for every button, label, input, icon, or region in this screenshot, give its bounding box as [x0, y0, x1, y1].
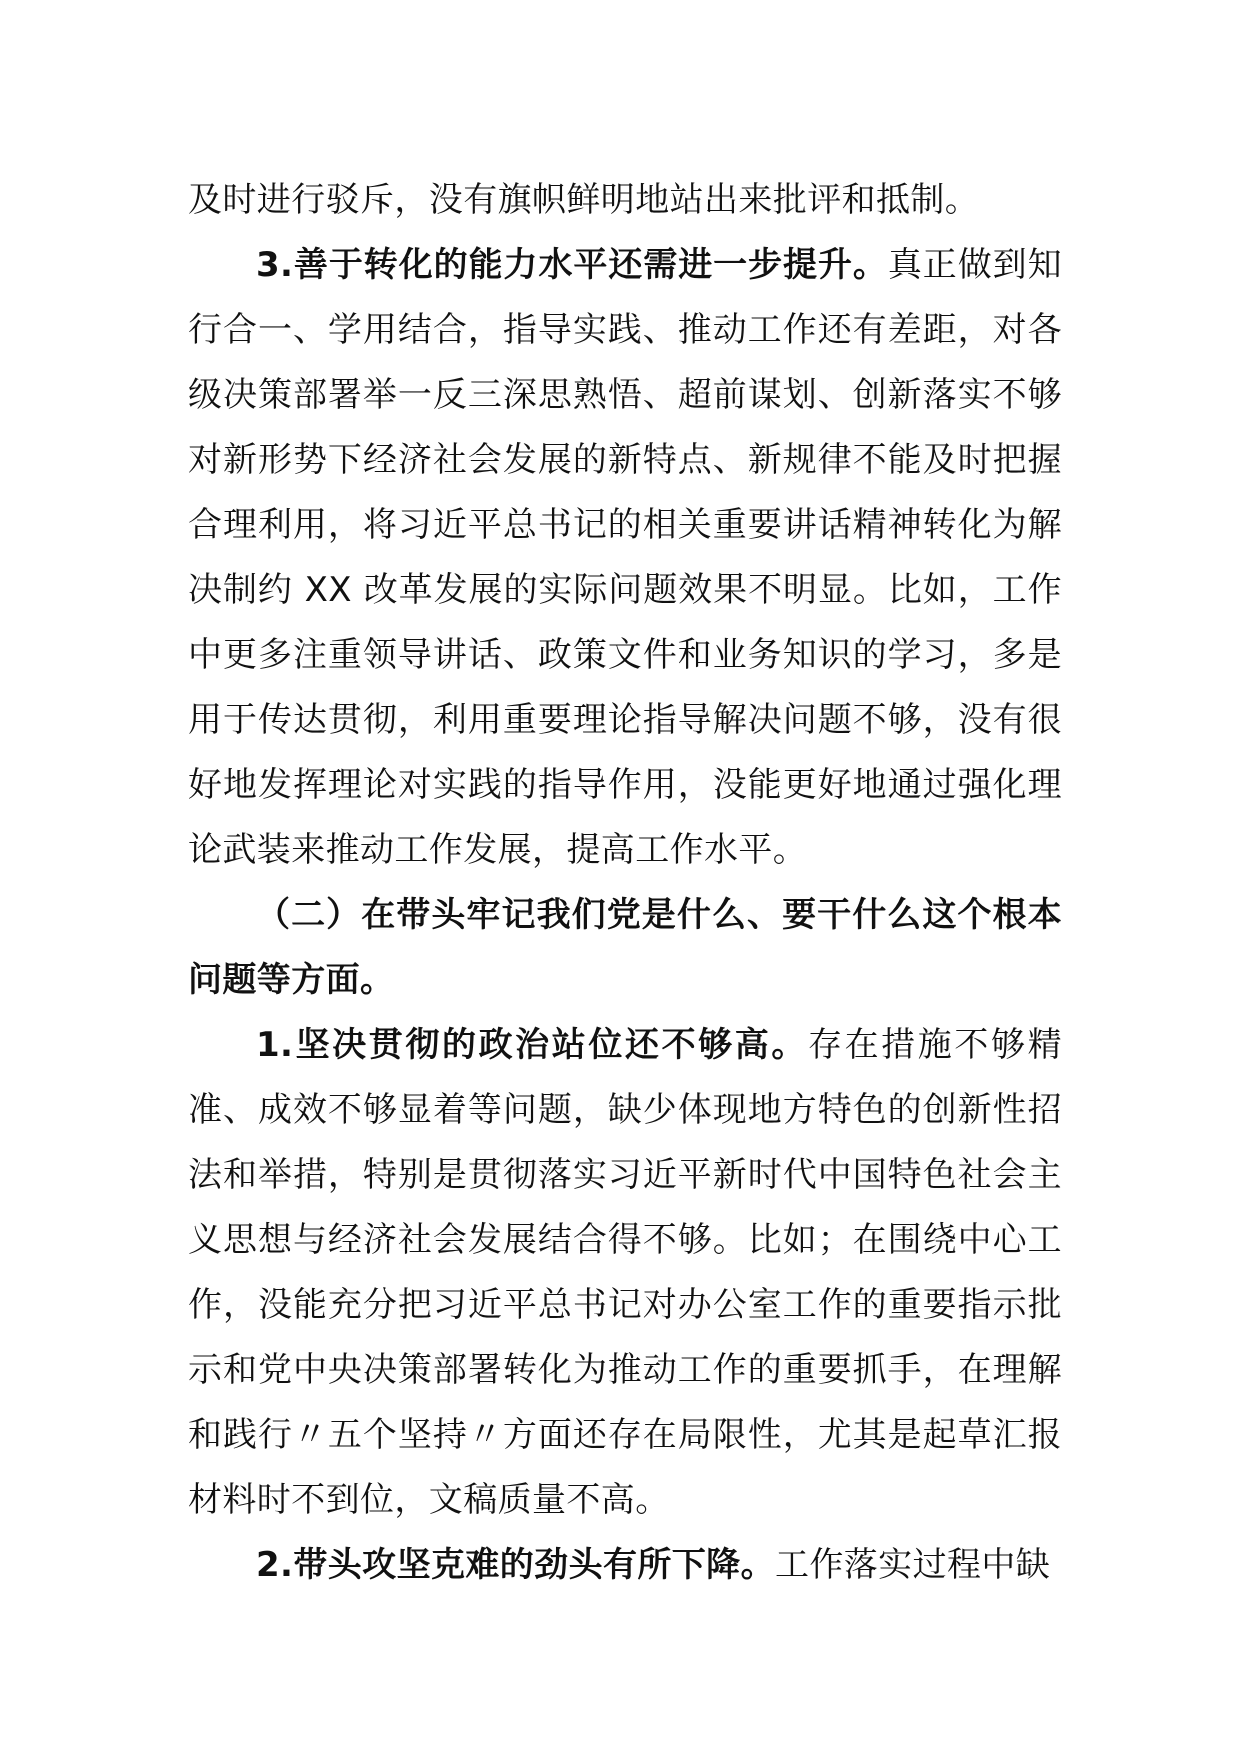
paragraph-text: 真正做到知行合一、学用结合，指导实践、推动工作还有差距，对各级决策部署举一反三深思熟悟、超前谋划、创新落实不够对新形势下经济社会发展的新特点、新规律不能及时把握合理利用，将习近平总书记的相关重要讲话精神转化为解决制约 XX 改革发展的实际问题效果不明显。比如，工作中更多注重领导讲话、政策文件和业务知识的学习，多是用于传达贯彻，利用重要理论指导解决问题不够，没有很好地发挥理论对实践的指导作用，没能更好地通过强化理论武装来推动工作发展，提高工作水平。 — [188, 245, 1063, 870]
paragraph-continuation — [188, 168, 1062, 233]
paragraph-text: 存在措施不够精准、成效不够显着等问题，缺少体现地方特色的创新性招法和举措，特别是贯彻落实习近平新时代中国特色社会主义思想与经济社会发展结合得不够。比如；在围绕中心工作，没能充分把习近平总书记对办公室工作的重要指示批示和党中央决策部署转化为推动工作的重要抓手，在理解和践行〃五个坚持〃方面还存在局限性，尤其是起草汇报材料时不到位，文稿质量不高。 — [188, 1025, 1062, 1520]
paragraph-text: 及时进行驳斥，没有旗帜鲜明地站出来批评和抵制。 — [188, 180, 980, 220]
point-heading: 1.坚决贯彻的政治站位还不够高。 — [256, 1025, 808, 1065]
paragraph-point-2 — [188, 1533, 1062, 1598]
point-heading: 3.善于转化的能力水平还需进一步提升。 — [256, 245, 888, 285]
paragraph-point-3 — [188, 233, 1062, 883]
paragraph-text: 工作落实过程中缺 — [774, 1545, 1051, 1585]
paragraph-point-1 — [188, 1013, 1062, 1533]
document-body — [188, 168, 1062, 1598]
section-heading-2 — [188, 883, 1062, 1013]
point-heading: 2.带头攻坚克难的劲头有所下降。 — [256, 1545, 775, 1585]
section-heading-text: （二）在带头牢记我们党是什么、要干什么这个根本问题等方面。 — [188, 895, 1062, 1000]
